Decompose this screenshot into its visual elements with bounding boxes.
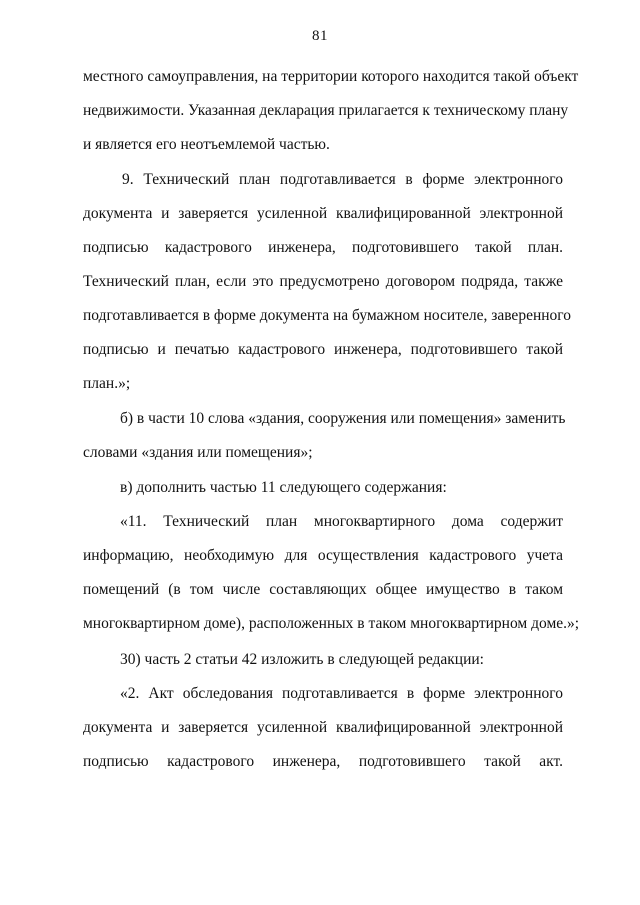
text-line: местного самоуправления, на территории которого находится такой объект	[83, 68, 579, 85]
text-line: «2. Акт обследования подготавливается в форме электронного	[120, 685, 563, 702]
text-line: помещений (в том числе составляющих общее имущество в таком	[83, 581, 563, 598]
text-line: Технический план, если это предусмотрено договором подряда, также	[83, 273, 563, 290]
paragraph-item-b	[83, 402, 566, 470]
paragraph-declaration	[83, 60, 579, 162]
paragraph-item-2	[83, 677, 563, 779]
text-line: подписью и печатью кадастрового инженера, подготовившего такой	[83, 341, 563, 358]
text-line: подписью кадастрового инженера, подготовившего такой план.	[83, 239, 563, 256]
text-line: документа и заверяется усиленной квалифицированной электронной	[83, 205, 563, 222]
page-number: 81	[312, 28, 328, 44]
text-line: многоквартирном доме), расположенных в таком многоквартирном доме.»;	[83, 615, 580, 632]
text-line: и является его неотъемлемой частью.	[83, 136, 330, 153]
paragraph-item-v	[83, 471, 563, 505]
text-line: подписью кадастрового инженера, подготовившего такой акт.	[83, 753, 563, 770]
text-line: «11. Технический план многоквартирного дома содержит	[120, 513, 563, 530]
text-line: б) в части 10 слова «здания, сооружения или помещения» заменить	[120, 410, 566, 427]
text-line: в) дополнить частью 11 следующего содержания:	[120, 479, 447, 496]
paragraph-item-30	[83, 643, 563, 677]
text-line: подготавливается в форме документа на бумажном носителе, заверенного	[83, 307, 572, 324]
text-line: документа и заверяется усиленной квалифицированной электронной	[83, 719, 563, 736]
text-line: 9. Технический план подготавливается в форме электронного	[122, 171, 563, 188]
paragraph-item-11	[83, 505, 580, 641]
text-line: план.»;	[83, 375, 131, 392]
paragraph-item-9	[83, 163, 572, 401]
text-line: информацию, необходимую для осуществления кадастрового учета	[83, 547, 563, 564]
text-line: словами «здания или помещения»;	[83, 444, 313, 461]
text-line: недвижимости. Указанная декларация прилагается к техническому плану	[83, 102, 569, 119]
text-line: 30) часть 2 статьи 42 изложить в следующей редакции:	[120, 651, 484, 668]
